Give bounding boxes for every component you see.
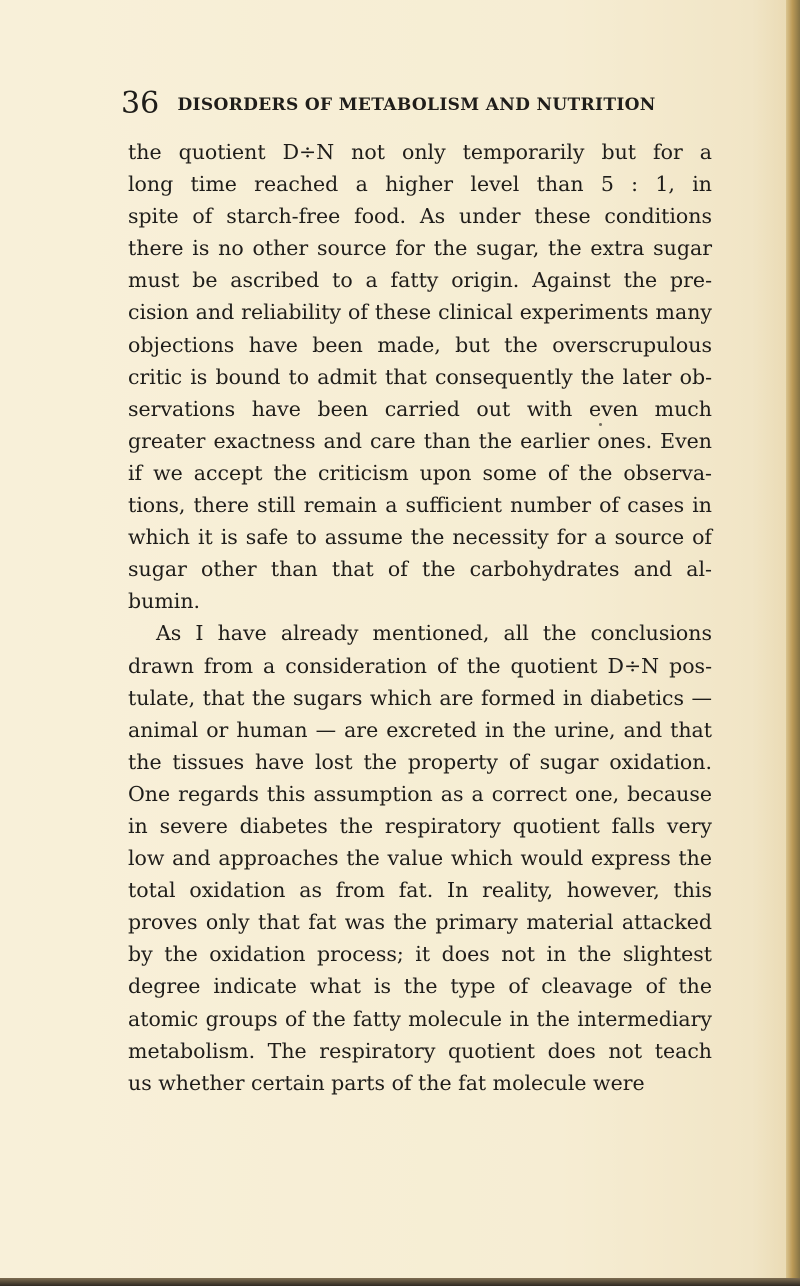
text-line: must be ascribed to a fatty origin. Against the pre- <box>128 268 712 293</box>
text-line: atomic groups of the fatty molecule in the intermediary <box>128 1006 712 1031</box>
text-line: low and approaches the value which would express the <box>128 846 712 871</box>
text-line: greater exactness and care than the earlier ones. Even <box>128 428 712 453</box>
text-line: by the oxidation process; it does not in the slightest <box>128 942 712 967</box>
text-line: long time reached a higher level than 5 : 1, in <box>128 172 712 197</box>
text-line: objections have been made, but the overscrupulous <box>128 332 712 357</box>
text-line: us whether certain parts of the fat molecule were <box>128 1070 645 1095</box>
text-line: servations have been carried out with even much <box>128 396 712 421</box>
text-line: sugar other than that of the carbohydrates and al- <box>128 557 712 582</box>
text-line: One regards this assumption as a correct one, because <box>128 781 712 806</box>
text-line: animal or human — are excreted in the urine, and that <box>128 717 712 742</box>
text-line: total oxidation as from fat. In reality, however, this <box>128 878 712 903</box>
text-line: spite of starch-free food. As under these conditions <box>128 204 712 229</box>
text-line: bumin. <box>128 589 201 614</box>
body-text <box>128 136 712 1099</box>
text-line: drawn from a consideration of the quotient D÷N pos- <box>128 653 712 678</box>
page-number: 36 <box>121 86 160 121</box>
text-line: tions, there still remain a sufficient number of cases in <box>128 493 712 518</box>
text-line: tulate, that the sugars which are formed in diabetics — <box>128 685 712 710</box>
text-line: proves only that fat was the primary material attacked <box>128 910 712 935</box>
page-edge <box>786 0 800 1286</box>
text-line: if we accept the criticism upon some of the observa- <box>128 460 712 485</box>
text-line: As I have already mentioned, all the conclusions <box>156 621 712 646</box>
text-line: critic is bound to admit that consequently the later ob- <box>128 364 712 389</box>
text-line: the quotient D÷N not only temporarily but for a <box>128 140 712 164</box>
chapter-title: DISORDERS OF METABOLISM AND NUTRITION <box>177 95 656 115</box>
text-line: cision and reliability of these clinical experiments many <box>128 300 712 325</box>
running-header <box>121 86 711 121</box>
text-line: there is no other source for the sugar, the extra sugar <box>128 236 712 261</box>
page-bottom-shadow <box>0 1278 800 1286</box>
text-line: the tissues have lost the property of sugar oxidation. <box>128 749 712 774</box>
text-line: which it is safe to assume the necessity for a source of <box>128 525 712 550</box>
text-line: in severe diabetes the respiratory quotient falls very <box>128 813 712 838</box>
text-line: metabolism. The respiratory quotient does not teach <box>128 1038 712 1063</box>
ink-speck <box>599 423 602 426</box>
text-line: degree indicate what is the type of cleavage of the <box>128 974 712 999</box>
